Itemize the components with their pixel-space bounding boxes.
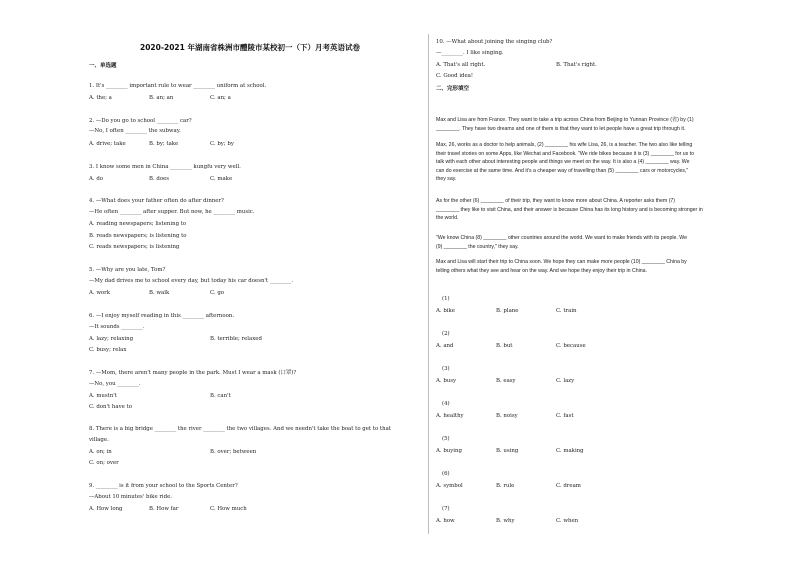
option-a[interactable]: A. on; in (89, 449, 112, 455)
option-b[interactable]: B. can't (210, 393, 231, 399)
question-text: —No, you ________. (89, 381, 141, 387)
passage-line: (9) ________ the country," they say. (436, 243, 519, 250)
option-c[interactable]: C. busy; relax (89, 347, 127, 353)
option-b[interactable]: B. easy (496, 378, 516, 384)
option-a[interactable]: A. buying (436, 448, 462, 454)
question-text: —________. I like singing. (436, 50, 504, 56)
option-b[interactable]: B. plane (496, 308, 519, 314)
question-text: 2. —Do you go to school ________ car? (89, 118, 192, 124)
option-c[interactable]: C. dream (556, 483, 581, 489)
option-a[interactable]: A. lazy; relaxing (89, 336, 134, 342)
cloze-number: (7) (442, 506, 450, 512)
option-a[interactable]: A. symbol (436, 483, 463, 489)
cloze-number: (1) (442, 296, 450, 302)
cloze-number: (4) (442, 401, 450, 407)
option-a[interactable]: A. reading newspapers; listening to (89, 221, 187, 227)
passage-line: the world. (436, 215, 459, 222)
option-a[interactable]: A. busy (436, 378, 457, 384)
option-b[interactable]: B. why (496, 518, 515, 524)
option-b[interactable]: B. noisy (496, 413, 518, 419)
option-b[interactable]: B. by; take (149, 141, 179, 147)
option-c[interactable]: C. because (556, 343, 586, 349)
option-c[interactable]: C. making (556, 448, 584, 454)
question-text: —No, I often ________ the subway. (89, 128, 181, 134)
option-a[interactable]: A. healthy (436, 413, 464, 419)
passage-line: their travel stories on some Apps, like Wechat and Facebook. "We ride bikes because it is (3) ________ for us to (436, 150, 694, 157)
question-text: village. (89, 437, 109, 443)
option-a[interactable]: A. drive; take (89, 141, 126, 147)
option-c[interactable]: C. reads newspapers; is listening (89, 244, 180, 250)
option-b[interactable]: B. reads newspapers; is listening to (89, 233, 187, 239)
option-c[interactable]: C. How much (210, 506, 247, 512)
question-text: —He often ________ after supper. But now, he ________ music. (89, 209, 255, 215)
option-c[interactable]: C. Good idea! (436, 73, 474, 79)
section-heading-cloze: 二、完形填空 (436, 86, 470, 92)
passage-line: As for the other (6) ________ of their trip, they want to know more about China. A reporter asks them (7) (436, 198, 676, 204)
passage-line: talk with each other about interesting people and things we meet on the way. It is also a (4) ________ way. We (436, 159, 690, 166)
passage-paragraph-1 (436, 116, 694, 133)
passage-line: ________ they like to visit China, and their answer is because China has its long history and is becoming stronger in (436, 206, 703, 213)
option-b[interactable]: B. an; an (149, 95, 174, 101)
option-c[interactable]: C. make (210, 176, 233, 182)
passage-line: telling others what they see and hear on the way. And we hope they enjoy their trip in China. (436, 267, 647, 274)
option-a[interactable]: A. mustn't (89, 393, 117, 399)
passage-line: "We know China (8) ________ other countries around the world. We want to make friends with its people. We (436, 235, 687, 241)
cloze-number: (2) (442, 331, 450, 337)
option-a[interactable]: A. do (89, 176, 104, 182)
question-text: 10. —What about joining the singing club? (436, 39, 553, 45)
option-a[interactable]: A. How long (89, 506, 123, 512)
option-a[interactable]: A. and (436, 343, 454, 349)
option-c[interactable]: C. go (210, 290, 225, 296)
question-text: 7. —Mom, there aren't many people in the park. Must I wear a mask (口罩)? (89, 370, 297, 376)
option-c[interactable]: C. by; by (210, 141, 234, 147)
option-c[interactable]: C. on; over (89, 460, 119, 466)
question-text: 1. It's ________ important rule to wear ________ uniform at school. (89, 83, 267, 89)
passage-paragraph-4 (436, 234, 687, 251)
page-title: 2020-2021 年湖南省株洲市醴陵市某校初一（下）月考英语试卷 (140, 43, 360, 52)
option-b[interactable]: B. but (496, 343, 513, 349)
option-c[interactable]: C. train (556, 308, 577, 314)
option-b[interactable]: B. terrible; relaxed (210, 336, 262, 342)
option-c[interactable]: C. fast (556, 413, 574, 419)
question-text: 3. I know some men in China ________ kungfu very well. (89, 164, 241, 170)
question-text: 5. —Why are you late, Tom? (89, 267, 166, 273)
option-b[interactable]: B. rule (496, 483, 515, 489)
passage-line: can do exercise at the same time. And it's a cheaper way of travelling than (5) ________ cars or motorcycles," (436, 167, 689, 174)
column-divider (428, 34, 429, 534)
option-b[interactable]: B. using (496, 448, 519, 454)
option-b[interactable]: B. How far (149, 506, 179, 512)
passage-line: they say. (436, 176, 457, 183)
cloze-number: (5) (442, 436, 450, 442)
option-b[interactable]: B. That's right. (556, 62, 597, 68)
cloze-number: (3) (442, 366, 450, 372)
question-text: —It sounds ________. (89, 324, 145, 330)
option-c[interactable]: C. an; a (210, 95, 231, 101)
option-b[interactable]: B. walk (149, 290, 170, 296)
option-a[interactable]: A. work (89, 290, 111, 296)
question-text: 8. There is a big bridge ________ the river ________ the two villages. And we needn't take the boat to get to that (89, 426, 391, 432)
option-a[interactable]: A. bike (436, 308, 455, 314)
option-c[interactable]: C. when (556, 518, 579, 524)
passage-paragraph-5 (436, 258, 687, 275)
passage-line: ________. They have two dreams and one of them is that they want to let people have a great trip through it. (436, 125, 686, 132)
option-a[interactable]: A. That's all right. (436, 62, 486, 68)
passage-line: Max, 26, works as a doctor to help animals, (2) ________ his wife Lisa, 26, is a teacher. The two also like telling (436, 142, 693, 148)
passage-line: Max and Lisa are from France. They want to take a trip across China from Beijing to Yunnan Province (省) by (1) (436, 117, 694, 123)
passage-paragraph-3 (436, 197, 703, 223)
question-text: —About 10 minutes' bike ride. (89, 494, 173, 500)
section-heading-single-choice: 一、单选题 (89, 63, 117, 69)
question-text: 4. —What does your father often do after dinner? (89, 198, 224, 204)
passage-line: Max and Lisa will start their trip to China soon. We hope they can make more people (10) ________ China by (436, 259, 687, 265)
question-text: 9. ________ is it from your school to the Sports Center? (89, 483, 238, 489)
option-a[interactable]: A. the; a (89, 95, 112, 101)
option-c[interactable]: C. lazy (556, 378, 575, 384)
option-a[interactable]: A. how (436, 518, 455, 524)
question-text: —My dad drives me to school every day, but today his car doesn't ________. (89, 278, 294, 284)
option-b[interactable]: B. over; between (210, 449, 257, 455)
question-text: 6. —I enjoy myself reading in this ________ afternoon. (89, 313, 235, 319)
option-b[interactable]: B. does (149, 176, 170, 182)
option-c[interactable]: C. don't have to (89, 404, 132, 410)
passage-paragraph-2 (436, 141, 694, 184)
cloze-number: (6) (442, 471, 450, 477)
